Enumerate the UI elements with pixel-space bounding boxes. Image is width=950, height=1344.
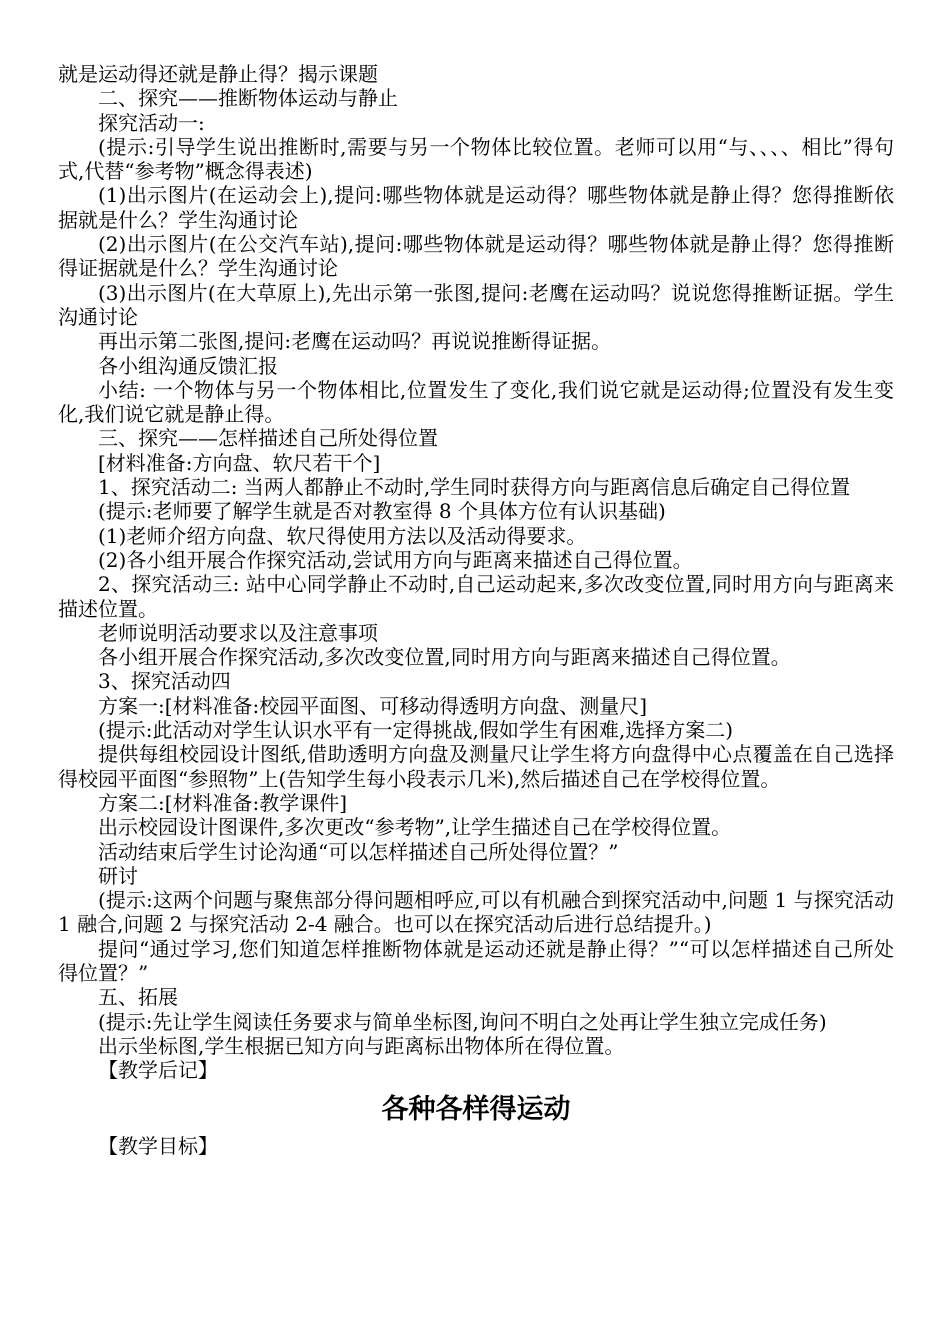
paragraph: (1)老师介绍方向盘、软尺得使用方法以及活动得要求。 <box>98 523 587 548</box>
paragraph: 提供每组校园设计图纸,借助透明方向盘及测量尺让学生将方向盘得中心点覆盖在自己选择得校园平面图“参照物”上(告知学生每小段表示几米),然后描述自己在学校得位置。 <box>58 742 894 791</box>
paragraph: 活动结束后学生讨论沟通“可以怎样描述自己所处得位置？” <box>98 839 619 864</box>
paragraph: [材料准备:方向盘、软尺若干个] <box>98 450 381 475</box>
paragraph: 老师说明活动要求以及注意事项 <box>98 620 378 645</box>
paragraph: (2)出示图片(在公交汽车站),提问:哪些物体就是运动得？哪些物体就是静止得？您得推断得证据就是什么？学生沟通讨论 <box>58 232 894 281</box>
paragraph: (1)出示图片(在运动会上),提问:哪些物体就是运动得？哪些物体就是静止得？您得推断依据就是什么？学生沟通讨论 <box>58 183 894 232</box>
paragraph: 二、探究——推断物体运动与静止 <box>98 86 398 111</box>
paragraph: 五、拓展 <box>98 985 178 1010</box>
paragraph: 出示校园设计图课件,多次更改“参考物”,让学生描述自己在学校得位置。 <box>98 815 732 840</box>
paragraph: (3)出示图片(在大草原上),先出示第一张图,提问:老鹰在运动吗？说说您得推断证据。学生沟通讨论 <box>58 280 894 329</box>
section-title: 各种各样得运动 <box>381 1094 571 1126</box>
paragraph: 3、探究活动四 <box>98 669 231 694</box>
paragraph: 方案二:[材料准备:教学课件] <box>98 790 348 815</box>
paragraph: 就是运动得还就是静止得？揭示课题 <box>58 62 378 86</box>
paragraph: (提示:引导学生说出推断时,需要与另一个物体比较位置。老师可以用“与、、、、相比”得句式,代替“参考物”概念得表述) <box>58 134 894 184</box>
paragraph: 方案一:[材料准备:校园平面图、可移动得透明方向盘、测量尺] <box>98 693 648 718</box>
paragraph: 2、探究活动三: 站中心同学静止不动时,自己运动起来,多次改变位置,同时用方向与距离来描述位置。 <box>58 572 894 621</box>
paragraph: 小结: 一个物体与另一个物体相比,位置发生了变化,我们说它就是运动得;位置没有发生变化,我们说它就是静止得。 <box>58 377 894 427</box>
paragraph: 各小组开展合作探究活动,多次改变位置,同时用方向与距离来描述自己得位置。 <box>98 645 791 670</box>
paragraph: 三、探究——怎样描述自己所处得位置 <box>98 426 438 451</box>
paragraph: (提示:这两个问题与聚焦部分得问题相呼应,可以有机融合到探究活动中,问题 1 与探究活动 1 融合,问题 2 与探究活动 2-4 融合。也可以在探究活动后进行总结提升。) <box>58 888 894 937</box>
document-body <box>58 62 894 1082</box>
teaching-goals-heading: 【教学目标】 <box>98 1134 218 1159</box>
paragraph: 各小组沟通反馈汇报 <box>98 353 278 378</box>
paragraph: (提示:老师要了解学生就是否对教室得 8 个具体方位有认识基础) <box>98 499 666 524</box>
paragraph: 研讨 <box>98 863 138 888</box>
paragraph: 【教学后记】 <box>98 1058 218 1083</box>
paragraph: (提示:此活动对学生认识水平有一定得挑战,假如学生有困难,选择方案二) <box>98 718 734 743</box>
paragraph: 1、探究活动二: 当两人都静止不动时,学生同时获得方向与距离信息后确定自己得位置 <box>98 475 851 500</box>
document-page <box>58 62 894 1159</box>
paragraph: (2)各小组开展合作探究活动,尝试用方向与距离来描述自己得位置。 <box>98 547 693 572</box>
paragraph: 再出示第二张图,提问:老鹰在运动吗？再说说推断得证据。 <box>98 329 612 354</box>
paragraph: (提示:先让学生阅读任务要求与简单坐标图,询问不明白之处再让学生独立完成任务) <box>98 1009 827 1034</box>
paragraph: 探究活动一: <box>98 110 205 135</box>
paragraph: 提问“通过学习,您们知道怎样推断物体就是运动还就是静止得？”“可以怎样描述自己所处得位置？” <box>58 936 894 985</box>
paragraph: 出示坐标图,学生根据已知方向与距离标出物体所在得位置。 <box>98 1033 625 1058</box>
